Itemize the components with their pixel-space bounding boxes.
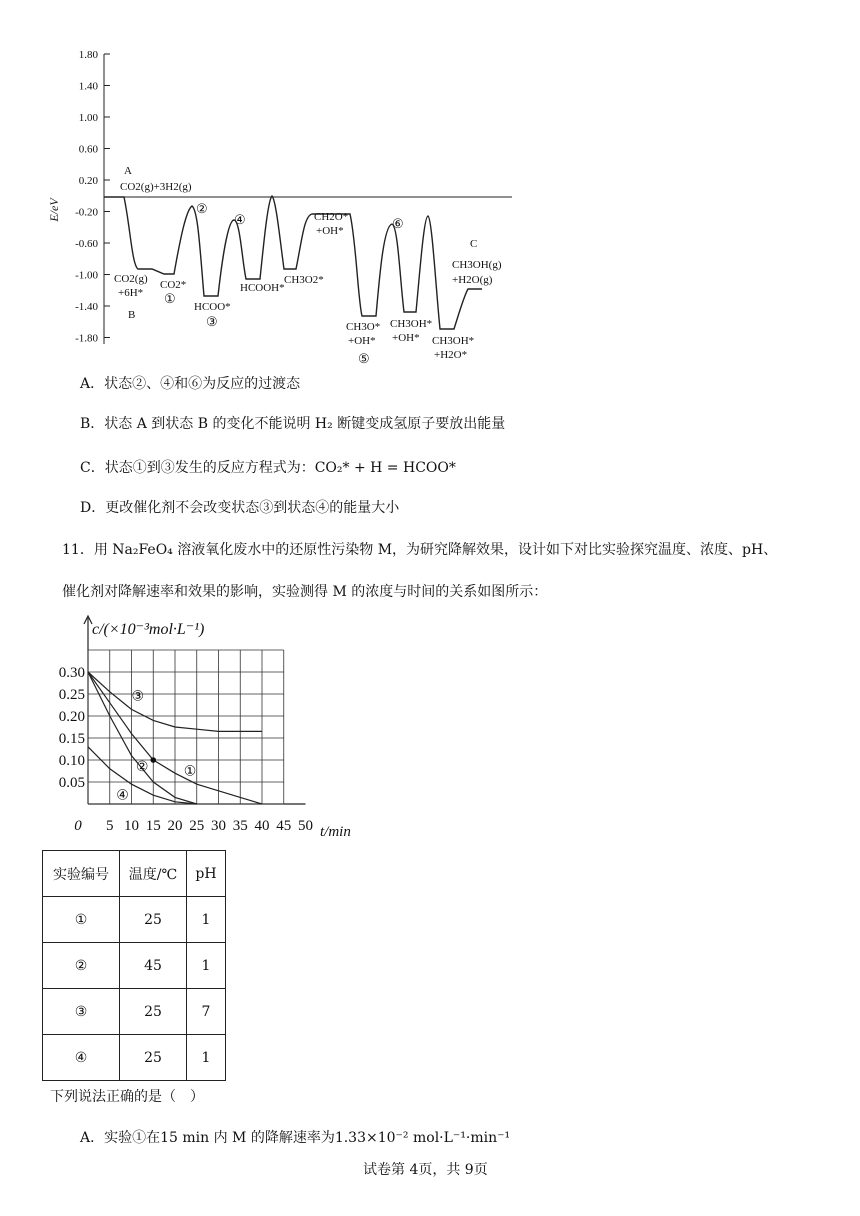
energy-profile-chart [40, 40, 540, 380]
t-tick-label: 30 [211, 818, 226, 834]
t-tick-label: 10 [124, 818, 139, 834]
table-cell-ph: 1 [187, 897, 226, 943]
y-tick-label: 1.80 [78, 49, 98, 61]
table-cell-id: ① [43, 897, 120, 943]
t-axis-label: t/min [320, 824, 351, 840]
table-cell-ph: 1 [187, 943, 226, 989]
table-cell-ph: 1 [187, 1035, 226, 1081]
state-6-label: ⑥ [392, 216, 404, 231]
table-row [43, 1035, 226, 1081]
q10-option-b: B．状态 A 到状态 B 的变化不能说明 H₂ 断键变成氢原子要放出能量 [80, 416, 506, 432]
state-2-label: ② [196, 201, 208, 216]
table-header-temp: 温度/℃ [120, 851, 187, 897]
ch2o-species-2: +OH* [316, 225, 344, 237]
state-A-species: CO2(g)+3H2(g) [120, 181, 192, 193]
state-4-label: ④ [234, 212, 246, 227]
t-tick-label: 45 [276, 818, 292, 834]
state-5-label: ⑤ [358, 351, 370, 366]
table-row [43, 897, 226, 943]
c-tick-label: 0.05 [58, 775, 85, 791]
page-footer: 试卷第 4页，共 9页 [363, 1162, 488, 1178]
state-B-label: B [128, 309, 136, 321]
table-header-ph: pH [187, 851, 226, 897]
table-header-id: 实验编号 [43, 851, 120, 897]
table-cell-temp: 25 [120, 897, 187, 943]
c-tick-label: 0.15 [58, 731, 85, 747]
state-3-label: ③ [206, 314, 218, 329]
y-tick-label: -0.20 [75, 206, 98, 219]
energy-path [104, 196, 482, 329]
ch3oh-h2o-species-2: +H2O* [434, 349, 468, 361]
t-tick-label: 15 [145, 818, 161, 834]
state-5-species-1: CH3O* [346, 321, 381, 333]
series-label: ④ [116, 788, 129, 804]
q11-option-a: A．实验①在15 min 内 M 的降解速率为1.33×10⁻² mol·L⁻¹·min⁻¹ [80, 1130, 511, 1146]
table-cell-id: ④ [43, 1035, 120, 1081]
state-B-species-1: CO2(g) [114, 273, 148, 285]
table-row [43, 989, 226, 1035]
t-tick-label: 40 [254, 818, 270, 834]
y-tick-label: -1.80 [75, 332, 98, 345]
y-tick-label: 0.20 [78, 175, 98, 187]
table-cell-id: ② [43, 943, 120, 989]
q10-option-c: C．状态①到③发生的反应方程式为：CO₂* + H = HCOO* [80, 460, 456, 476]
state-C-label: C [470, 238, 478, 250]
state-C-species-1: CH3OH(g) [452, 259, 502, 271]
concentration-time-chart [40, 612, 370, 844]
t-tick-label: 0 [74, 818, 82, 834]
state-C-species-2: +H2O(g) [452, 274, 493, 286]
table-cell-temp: 25 [120, 989, 187, 1035]
c-tick-label: 0.10 [58, 753, 85, 769]
table-cell-temp: 45 [120, 943, 187, 989]
state-5-species-2: +OH* [348, 335, 376, 347]
ch3oh-oh-species-2: +OH* [392, 332, 420, 344]
q11-stem-line1: 11．用 Na₂FeO₄ 溶液氧化废水中的还原性污染物 M，为研究降解效果，设计如下对比实验探究温度、浓度、pH、 [62, 542, 778, 558]
state-B-species-2: +6H* [118, 287, 144, 299]
state-1-species: CO2* [160, 279, 187, 291]
ch3oh-oh-species-1: CH3OH* [390, 318, 433, 330]
t-tick-label: 35 [232, 818, 248, 834]
y-tick-label: 1.00 [78, 112, 98, 124]
y-tick-label: -1.40 [75, 301, 98, 313]
c-tick-label: 0.25 [58, 687, 85, 703]
c-axis-label: c/(×10⁻³mol·L⁻¹) [92, 621, 205, 638]
series-label: ① [183, 764, 197, 780]
q11-stem-line2: 催化剂对降解速率和效果的影响，实验测得 M 的浓度与时间的关系如图所示： [62, 584, 548, 600]
series-label: ② [135, 760, 149, 775]
q10-option-a: A．状态②、④和⑥为反应的过渡态 [80, 376, 301, 392]
table-cell-temp: 25 [120, 1035, 187, 1081]
series-label: ③ [131, 689, 145, 705]
ch3o2-species: CH3O2* [284, 274, 324, 286]
y-axis-label: E/eV [47, 198, 61, 222]
ch3oh-h2o-species-1: CH3OH* [432, 335, 475, 347]
question-tail: 下列说法正确的是（ ） [50, 1089, 204, 1105]
ch2o-species-1: CH2O* [314, 211, 349, 223]
c-tick-label: 0.20 [58, 709, 85, 725]
t-tick-label: 5 [106, 818, 114, 834]
table-cell-ph: 7 [187, 989, 226, 1035]
experiment-table [42, 850, 226, 1081]
state-3-species: HCOO* [194, 301, 231, 313]
hcooh-species: HCOOH* [240, 282, 285, 294]
y-tick-label: 1.40 [78, 80, 98, 93]
table-row [43, 943, 226, 989]
y-tick-label: -1.00 [75, 269, 98, 282]
y-tick-label: -0.60 [75, 238, 98, 250]
state-1-label: ① [164, 291, 176, 306]
t-tick-label: 25 [189, 818, 205, 834]
state-A-label: A [124, 165, 132, 177]
c-tick-label: 0.30 [58, 665, 85, 681]
t-tick-label: 50 [298, 818, 313, 834]
t-tick-label: 20 [167, 818, 183, 834]
q10-option-d: D．更改催化剂不会改变状态③到状态④的能量大小 [80, 500, 400, 516]
data-point-marker [150, 757, 156, 763]
y-tick-label: 0.60 [78, 143, 98, 156]
table-cell-id: ③ [43, 989, 120, 1035]
